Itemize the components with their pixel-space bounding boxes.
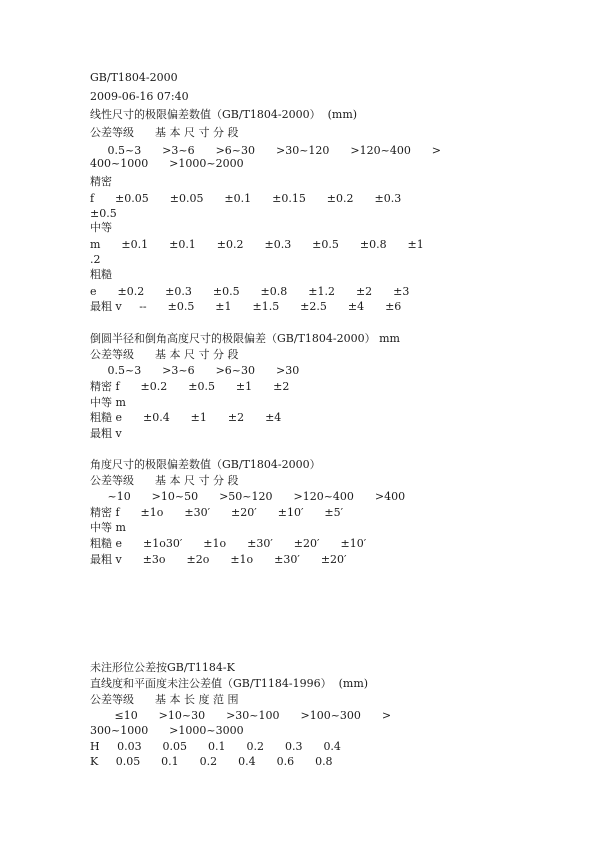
linear-medium-row: m ±0.1 ±0.1 ±0.2 ±0.3 ±0.5 ±0.8 ±1 [90, 238, 424, 251]
form-grade-header: 公差等级 基 本 长 度 范 围 [90, 693, 239, 706]
angular-medium-row: 中等 m [90, 521, 126, 534]
radius-medium-row: 中等 m [90, 396, 126, 409]
radius-grade-header: 公差等级 基 本 尺 寸 分 段 [90, 348, 239, 361]
radius-coarse-row: 粗糙 e ±0.4 ±1 ±2 ±4 [90, 411, 282, 424]
angular-fine-row: 精密 f ±1o ±30′ ±20′ ±10′ ±5′ [90, 506, 344, 519]
linear-very-coarse-row: 最粗 v -- ±0.5 ±1 ±1.5 ±2.5 ±4 ±6 [90, 300, 402, 313]
angular-title: 角度尺寸的极限偏差数值（GB/T1804-2000） [90, 458, 321, 471]
angular-ranges: ~10 >10~50 >50~120 >120~400 >400 [90, 490, 406, 503]
header-datetime: 2009-06-16 07:40 [90, 90, 189, 103]
linear-fine-wrap: ±0.5 [90, 207, 117, 220]
linear-title: 线性尺寸的极限偏差数值（GB/T1804-2000） (mm) [90, 108, 358, 121]
linear-fine-row: f ±0.05 ±0.05 ±0.1 ±0.15 ±0.2 ±0.3 [90, 192, 402, 205]
linear-ranges-line-1: 0.5~3 >3~6 >6~30 >30~120 >120~400 > [90, 144, 442, 157]
form-title: 直线度和平面度未注公差值（GB/T1184-1996） (mm) [90, 677, 369, 690]
radius-ranges: 0.5~3 >3~6 >6~30 >30 [90, 364, 300, 377]
radius-title: 倒圆半径和倒角高度尺寸的极限偏差（GB/T1804-2000） mm [90, 332, 400, 345]
form-ranges-line-2: 300~1000 >1000~3000 [90, 724, 244, 737]
radius-very-coarse-row: 最粗 v [90, 427, 122, 440]
linear-ranges-line-2: 400~1000 >1000~2000 [90, 157, 244, 170]
form-ranges-line-1: ≤10 >10~30 >30~100 >100~300 > [90, 709, 392, 722]
header-standard: GB/T1804-2000 [90, 71, 178, 84]
linear-coarse-row: e ±0.2 ±0.3 ±0.5 ±0.8 ±1.2 ±2 ±3 [90, 285, 410, 298]
linear-fine-label: 精密 [90, 175, 112, 188]
form-row-k: K 0.05 0.1 0.2 0.4 0.6 0.8 [90, 755, 333, 768]
linear-medium-label: 中等 [90, 221, 112, 234]
linear-coarse-label: 粗糙 [90, 268, 112, 281]
radius-fine-row: 精密 f ±0.2 ±0.5 ±1 ±2 [90, 380, 290, 393]
linear-grade-header: 公差等级 基 本 尺 寸 分 段 [90, 126, 239, 139]
linear-medium-wrap: .2 [90, 253, 101, 266]
angular-grade-header: 公差等级 基 本 尺 寸 分 段 [90, 474, 239, 487]
angular-coarse-row: 粗糙 e ±1o30′ ±1o ±30′ ±20′ ±10′ [90, 537, 367, 550]
angular-very-coarse-row: 最粗 v ±3o ±2o ±1o ±30′ ±20′ [90, 553, 347, 566]
form-note: 未注形位公差按GB/T1184-K [90, 661, 235, 674]
form-row-h: H 0.03 0.05 0.1 0.2 0.3 0.4 [90, 740, 341, 753]
